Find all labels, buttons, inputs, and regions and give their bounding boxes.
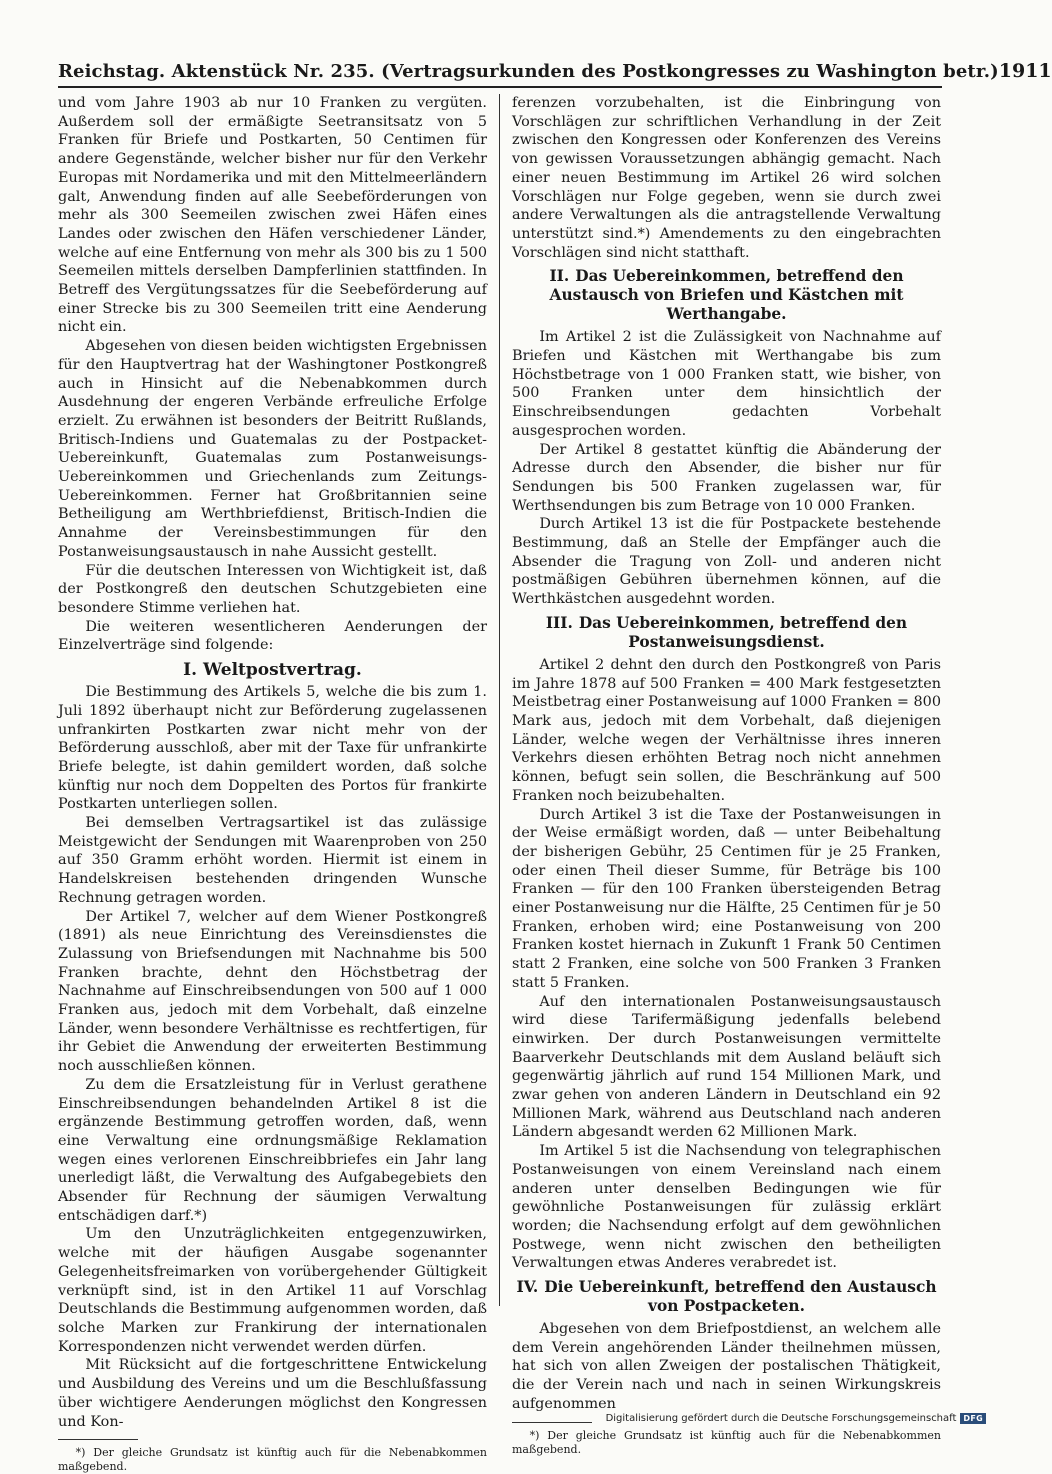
paragraph: Die Bestimmung des Artikels 5, welche die bis zum 1. Juli 1892 überhaupt nicht zur Beförderung zugelassenen unfrankirten Postkarten zwar nicht mehr von der Beförderung ausschloß, aber mit der Taxe für unfrankirte Briefe belegte, ist dahin gemildert worden, daß solche künftig nur noch dem Doppelten des Portos für frankirte Postkarten unterliegen sollen.	[58, 684, 487, 813]
paragraph: Der Artikel 7, welcher auf dem Wiener Postkongreß (1891) als neue Einrichtung des Vereinsdienstes die Zulassung von Briefsendungen mit Nachnahme bis 500 Franken brachte, dehnt den Höchstbetrag der Nachnahme auf Einschreibsendungen von 500 auf 1 000 Franken aus, jedoch mit dem Vorbehalt, daß einzelne Länder, wenn besondere Verhältnisse es rechtfertigen, für ihr Gebiet die Anwendung der erweiterten Bestimmung noch ausschließen können.	[58, 908, 487, 1075]
paragraph: Im Artikel 5 ist die Nachsendung von telegraphischen Postanweisungen von einem Vereinsland nach einem anderen unter denselben Bedingungen wie für gewöhnliche Postanweisungen für zulässig erklärt worden; die Nachsendung erfolgt auf dem gewöhnlichen Postwege, wenn nicht zwischen den betheiligten Verwaltungen etwas Anderes verabredet ist.	[512, 1143, 941, 1272]
paragraph: Artikel 2 dehnt den durch den Postkongreß von Paris im Jahre 1878 auf 500 Franken = 400 Mark festgesetzten Meistbetrag einer Postanweisung auf 1000 Franken = 800 Mark aus, jedoch mit dem Vorbehalt, daß diejenigen Länder, welche wegen der Verhältnisse ihres inneren Verkehrs diesen erhöhten Betrag noch nicht annehmen können, befugt sein sollen, die Beschränkung auf 500 Franken noch beizubehalten.	[512, 656, 941, 804]
dfg-credit-text: Digitalisierung gefördert durch die Deutsche Forschungsgemeinschaft	[605, 1413, 957, 1424]
footnote: *) Der gleiche Grundsatz ist künftig auch für die Nebenabkommen maßgebend.	[58, 1446, 487, 1474]
paragraph: Mit Rücksicht auf die fortgeschrittene Entwickelung und Ausbildung des Vereins und um die Beschlußfassung über wichtigere Aenderungen möglichst den Kongressen und Kon-	[58, 1357, 487, 1430]
paragraph: Durch Artikel 3 ist die Taxe der Postanweisungen in der Weise ermäßigt worden, daß — unter Beibehaltung der bisherigen Gebühr, 25 Centimen für je 25 Franken, oder einen Theil dieser Summe, für Beträge bis 100 Franken — für den 100 Franken übersteigenden Betrag einer Postanweisung nur die Hälfte, 25 Centimen für je 50 Franken, erhoben wird; eine Postanweisung von 200 Franken kostet hiernach in Zukunft 1 Frank 50 Centimen statt 2 Franken, eine solche von 500 Franken 3 Franken statt 5 Franken.	[512, 806, 941, 991]
section-heading-1	[58, 661, 487, 680]
dfg-credit	[606, 1413, 986, 1424]
footnote: *) Der gleiche Grundsatz ist künftig auch für die Nebenabkommen maßgebend.	[512, 1428, 941, 1456]
paragraph: Für die deutschen Interessen von Wichtigkeit ist, daß der Postkongreß den deutschen Schutzgebieten eine besondere Stimme verliehen hat.	[58, 562, 487, 616]
section-number: II.	[549, 267, 570, 286]
footnote-rule	[58, 1439, 138, 1440]
footnote-rule	[512, 1422, 592, 1423]
paragraph: ferenzen vorzubehalten, ist die Einbringung von Vorschlägen zur schriftlichen Verhandlung in der Zeit zwischen den Kongressen oder Konferenzen des Vereins von gewissen Voraussetzungen abhängig gemacht. Nach einer neuen Bestimmung im Artikel 26 wird solchen Vorschlägen nur Folge gegeben, wenn sie durch zwei andere Verwaltungen als die antragstellende Verwaltung unterstützt sind.*) Amendements zu den eingebrachten Vorschlägen sind nicht statthaft.	[512, 95, 941, 261]
section-title: Die Uebereinkunft, betreffend den Austausch von Postpacketen.	[544, 1278, 937, 1316]
page-number: 1911	[998, 60, 1052, 82]
paragraph: Abgesehen von dem Briefpostdienst, an welchem alle dem Verein angehörenden Länder theilnehmen müssen, hat sich von allen Zweigen der postalischen Thätigkeit, die der Verein nach und nach in seinen Wirkungskreis aufgenommen	[512, 1321, 941, 1412]
section-heading-2	[512, 267, 941, 324]
paragraph: Der Artikel 8 gestattet künftig die Abänderung der Adresse durch den Absender, die bisher nur für Sendungen bis 500 Franken zugelassen war, für Werthsendungen bis zum Betrage von 10 000 Franken.	[512, 441, 941, 514]
section-title: Das Uebereinkommen, betreffend den Austausch von Briefen und Kästchen mit Werthangabe.	[549, 267, 904, 324]
section-heading-4	[512, 1278, 941, 1316]
section-number: I.	[183, 660, 198, 681]
header-title: Reichstag. Aktenstück Nr. 235. (Vertragsurkunden des Postkongresses zu Washington betr.)	[58, 61, 999, 82]
section-number: III.	[545, 613, 573, 632]
section-heading-3	[512, 614, 941, 652]
column-divider	[499, 94, 500, 1306]
paragraph: Abgesehen von diesen beiden wichtigsten Ergebnissen für den Hauptvertrag hat der Washingtoner Postkongreß auch in Hinsicht auf die Nebenabkommen durch Ausdehnung der engeren Verbände erfreuliche Erfolge erzielt. Zu erwähnen ist besonders der Beitritt Rußlands, Britisch-Indiens und Guatemalas zu der Postpacket-Uebereinkunft, Guatemalas zum Postanweisungs-Uebereinkommen und Griechenlands zum Zeitungs-Uebereinkommen. Ferner hat Großbritannien seine Betheiligung am Werthbriefdienst, Britisch-Indien die Annahme der Vereinsbestimmungen für den Postanweisungsaustausch in nahe Aussicht gestellt.	[58, 338, 487, 560]
paragraph: und vom Jahre 1903 ab nur 10 Franken zu vergüten. Außerdem soll der ermäßigte Seetransitsatz von 5 Franken für Briefe und Postkarten, 50 Centimen für andere Gegenstände, welcher bisher nur für den Verkehr Europas mit Nordamerika und mit den Mittelmeerländern galt, Anwendung finden auf alle Seebeförderungen von mehr als 300 Seemeilen zwischen zwei Häfen eines Landes oder zwischen den Häfen verschiedener Länder, welche auf eine Entfernung von mehr als 300 bis zu 1 500 Seemeilen mittels derselben Dampferlinien stattfinden. In Betreff des Vergütungssatzes für die Seebeförderung auf einer Strecke bis zu 300 Seemeilen tritt eine Aenderung nicht ein.	[58, 95, 487, 336]
paragraph: Die weiteren wesentlicheren Aenderungen der Einzelverträge sind folgende:	[58, 618, 487, 654]
section-title: Das Uebereinkommen, betreffend den Postanweisungsdienst.	[578, 613, 908, 651]
paragraph: Im Artikel 2 ist die Zulässigkeit von Nachnahme auf Briefen und Kästchen mit Werthangabe bis zum Höchstbetrage von 1 000 Franken statt, wie bisher, von 500 Franken unter dem hinsichtlich der Einschreibsendungen gedachten Vorbehalt ausgesprochen worden.	[512, 329, 941, 439]
section-number: IV.	[516, 1278, 539, 1297]
page-header	[58, 52, 1052, 88]
paragraph: Zu dem die Ersatzleistung für in Verlust gerathene Einschreibsendungen behandelnden Artikel 8 ist die ergänzende Bestimmung getroffen worden, daß, wenn eine Verwaltung eine ordnungsmäßige Reklamation wegen eines verlorenen Einschreibbriefes ein Jahr lang unerledigt läßt, die Verwaltung des Aufgabegebiets den Absender für Rechnung der säumigen Verwaltung entschädigen darf.*)	[58, 1076, 487, 1224]
dfg-logo: DFG	[960, 1413, 986, 1424]
section-title: Weltpostvertrag.	[203, 660, 362, 681]
paragraph: Um den Unzuträglichkeiten entgegenzuwirken, welche mit der häufigen Ausgabe sogenannter Gelegenheitsfreimarken von vorübergehender Gültigkeit verknüpft sind, ist in den Artikel 11 auf Vorschlag Deutschlands die Bestimmung aufgenommen worden, daß solche Marken zur Frankirung der internationalen Korrespondenzen nicht verwendet werden dürfen.	[58, 1226, 487, 1355]
paragraph: Auf den internationalen Postanweisungsaustausch wird diese Tarifermäßigung jedenfalls belebend einwirken. Der durch Postanweisungen vermittelte Baarverkehr Deutschlands mit dem Ausland beläuft sich gegenwärtig jährlich auf rund 154 Millionen Mark, und zwar gehen von anderen Ländern in Deutschland ein 92 Millionen Mark, während aus Deutschland nach anderen Ländern abgesandt werden 62 Millionen Mark.	[512, 993, 941, 1141]
left-column	[58, 94, 487, 1474]
paragraph: Bei demselben Vertragsartikel ist das zulässige Meistgewicht der Sendungen mit Waarenproben von 250 auf 350 Gramm erhöht worden. Hiermit ist einem in Handelskreisen bestehenden dringenden Wunsche Rechnung getragen worden.	[58, 815, 487, 906]
paragraph: Durch Artikel 13 ist die für Postpackete bestehende Bestimmung, daß an Stelle der Empfänger auch die Absender die Tragung von Zoll- und anderen nicht postmäßigen Gebühren übernehmen können, auf die Werthkästchen ausgedehnt worden.	[512, 516, 941, 608]
